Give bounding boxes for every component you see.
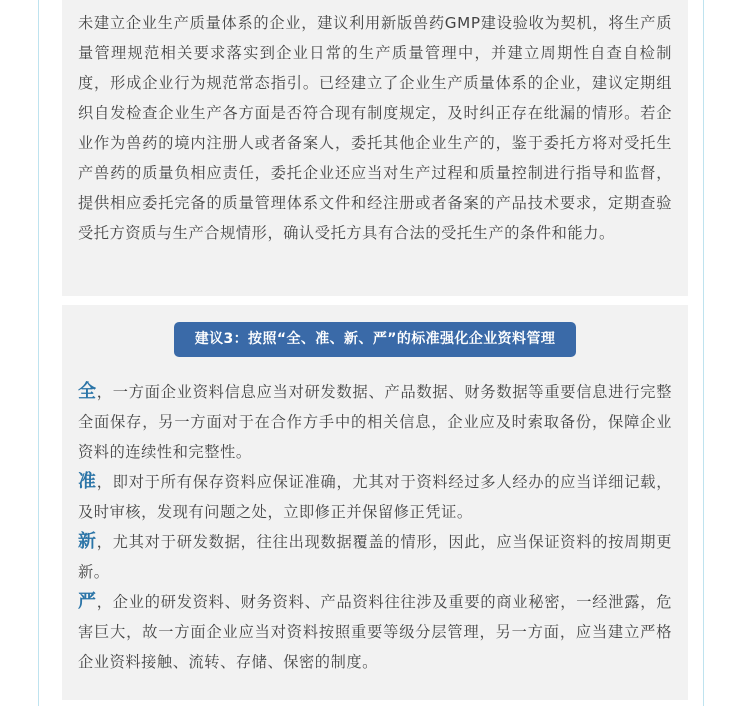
item-text: ，即对于所有保存资料应保证准确，尤其对于资料经过多人经办的应当详细记载，及时审核，发现有问题之处，立即修正并保留修正凭证。	[78, 473, 672, 521]
section-title-wrap	[78, 322, 672, 357]
item-text: ，企业的研发资料、财务资料、产品资料往往涉及重要的商业秘密，一经泄露，危害巨大，故一方面企业应当对资料按照重要等级分层管理，另一方面，应当建立严格企业资料接触、流转、存储、保密的制度。	[78, 593, 672, 671]
item-key: 新	[78, 531, 97, 552]
item-key: 准	[78, 471, 97, 492]
content-panel-bottom	[62, 305, 688, 700]
top-paragraph: 未建立企业生产质量体系的企业，建议利用新版兽药GMP建设验收为契机，将生产质量管理规范相关要求落实到企业日常的生产质量管理中，并建立周期性自查自检制度，形成企业行为规范常态指引。已经建立了企业生产质量体系的企业，建议定期组织自发检查企业生产各方面是否符合现有制度规定，及时纠正存在纰漏的情形。若企业作为兽药的境内注册人或者备案人，委托其他企业生产的，鉴于委托方将对受托生产兽药的质量负相应责任，委托企业还应当对生产过程和质量控制进行指导和监督，提供相应委托完备的质量管理体系文件和经注册或者备案的产品技术要求，定期查验受托方资质与生产合规情形，确认受托方具有合法的受托生产的条件和能力。	[78, 14, 672, 242]
item-block-zhun	[78, 467, 672, 527]
item-block-xin	[78, 527, 672, 587]
item-text: ，一方面企业资料信息应当对研发数据、产品数据、财务数据等重要信息进行完整全面保存，另一方面对于在合作方手中的相关信息，企业应及时索取备份，保障企业资料的连续性和完整性。	[78, 383, 672, 461]
content-panel-top	[62, 0, 688, 296]
item-block-quan	[78, 377, 672, 467]
section-title-badge: 建议3：按照“全、准、新、严”的标准强化企业资料管理	[174, 322, 577, 357]
item-block-yan	[78, 587, 672, 677]
item-text: ，尤其对于研发数据，往往出现数据覆盖的情形，因此，应当保证资料的按周期更新。	[78, 533, 672, 581]
item-key: 全	[78, 381, 97, 402]
item-key: 严	[78, 591, 97, 612]
